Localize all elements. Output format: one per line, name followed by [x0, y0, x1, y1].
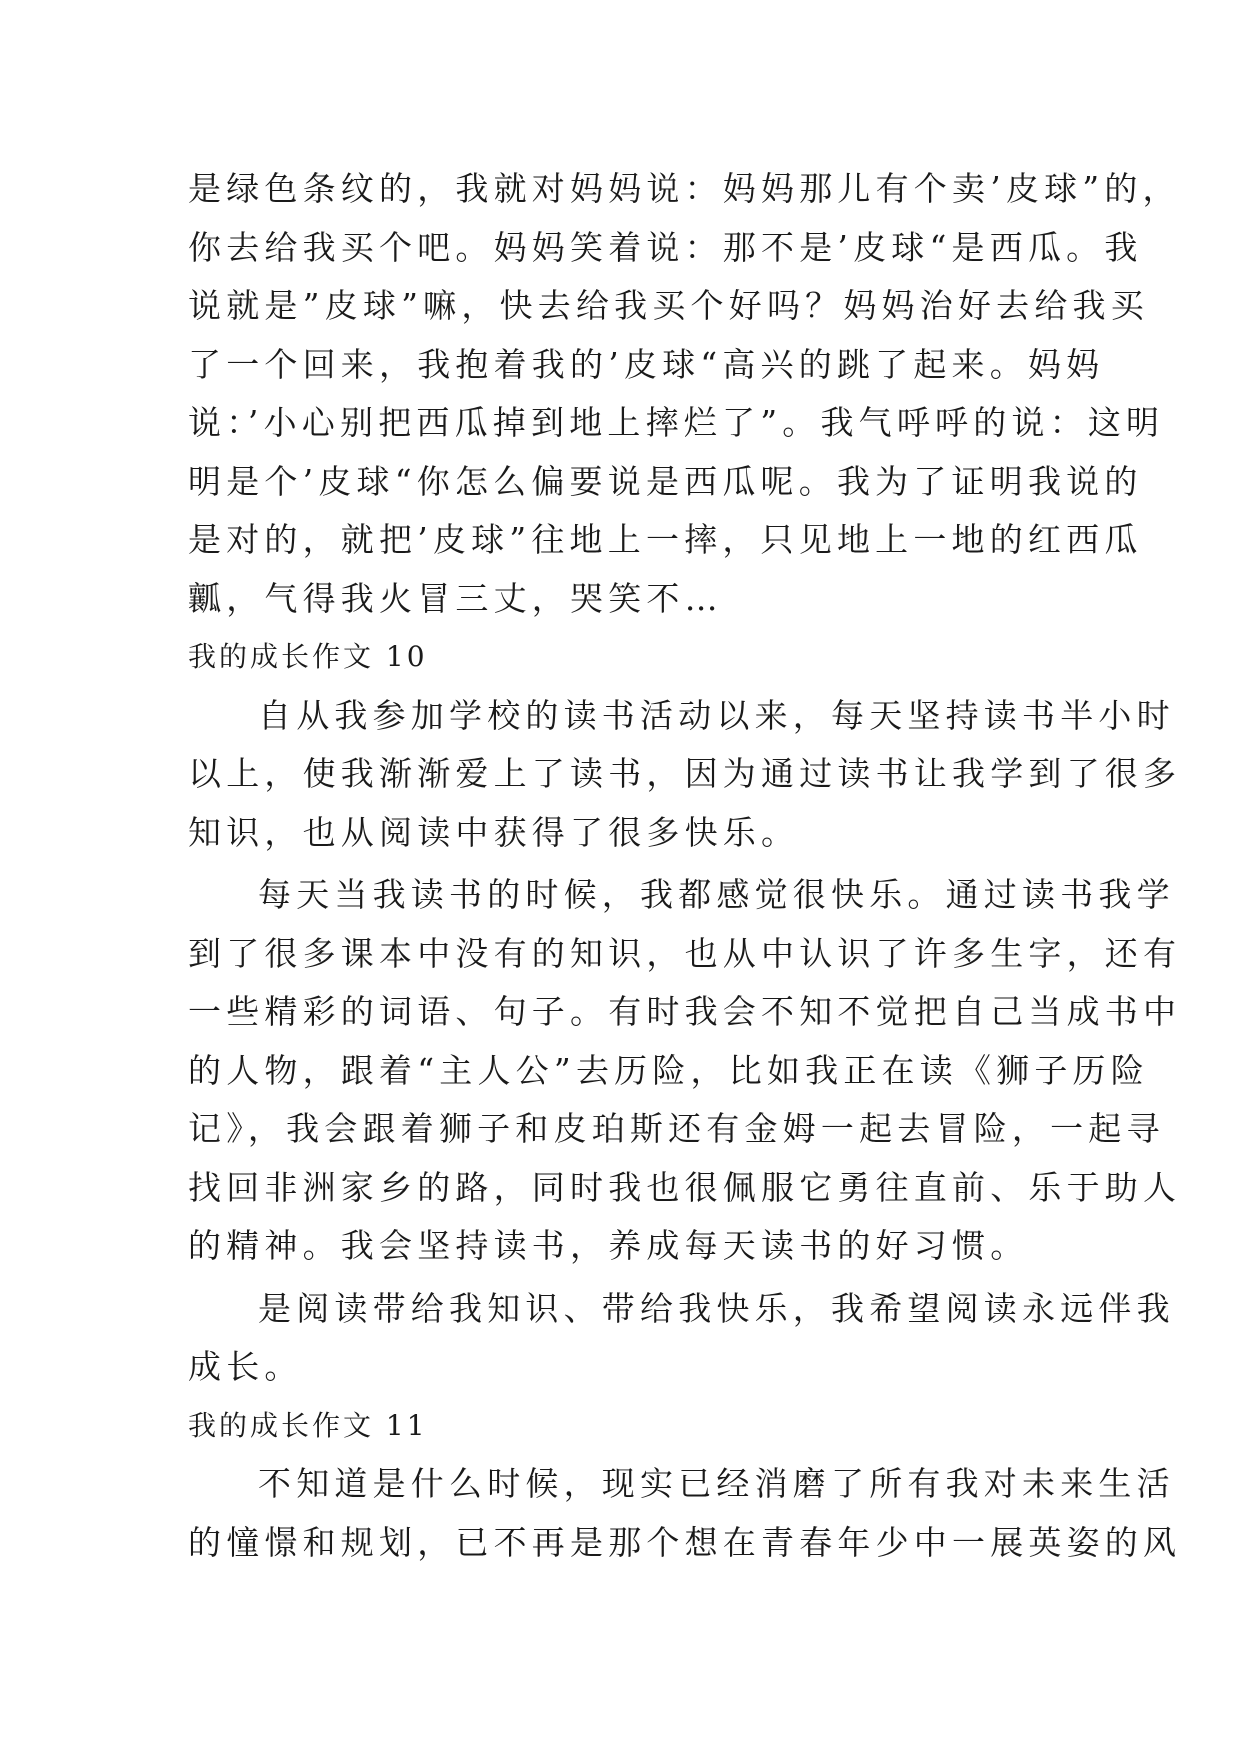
- text-line: 一些精彩的词语、句子。有时我会不知不觉把自己当成书中: [188, 992, 1182, 1031]
- text-line: 是绿色条纹的，我就对妈妈说：妈妈那儿有个卖’皮球”的，: [188, 169, 1181, 208]
- text-line: 是阅读带给我知识、带给我快乐，我希望阅读永远伴我: [258, 1288, 1175, 1328]
- text-line: 的精神。我会坚持读书，养成每天读书的好习惯。: [188, 1226, 1029, 1265]
- text-line: 你去给我买个吧。妈妈笑着说：那不是’皮球“是西瓜。我: [188, 227, 1143, 267]
- document-body: [188, 160, 1182, 1572]
- text-line: 每天当我读书的时候，我都感觉很快乐。通过读书我学: [258, 875, 1175, 914]
- text-line: 到了很多课本中没有的知识，也从中认识了许多生字，还有: [188, 933, 1182, 973]
- text-line: 说：’小心别把西瓜掉到地上摔烂了”。我气呼呼的说：这明: [188, 403, 1165, 442]
- text-line: 找回非洲家乡的路，同时我也很佩服它勇往直前、乐于助人: [188, 1167, 1182, 1207]
- text-line: 了一个回来，我抱着我的’皮球“高兴的跳了起来。妈妈: [188, 344, 1105, 384]
- intro-paragraph: [188, 160, 1181, 628]
- text-line: 知识，也从阅读中获得了很多快乐。: [188, 812, 800, 852]
- text-line: 的憧憬和规划，已不再是那个想在青春年少中一展英姿的风: [188, 1522, 1182, 1562]
- text-line: 明是个’皮球“你怎么偏要说是西瓜呢。我为了证明我说的: [188, 461, 1143, 501]
- text-line: 瓤，气得我火冒三丈，哭笑不…: [188, 578, 723, 618]
- text-line: 自从我参加学校的读书活动以来，每天坚持读书半小时: [258, 695, 1175, 735]
- text-line: 说就是”皮球”嘛，快去给我买个好吗？妈妈治好去给我买: [188, 286, 1149, 325]
- essay-11-paragraph-1: [188, 1455, 1182, 1572]
- text-line: 成长。: [188, 1347, 303, 1386]
- text-line: 的人物，跟着“主人公”去历险，比如我正在读《狮子历险: [188, 1050, 1149, 1090]
- text-line: 是对的，就把’皮球”往地上一摔，只见地上一地的红西瓜: [188, 520, 1143, 559]
- essay-10-title: 我的成长作文 10: [188, 640, 428, 673]
- text-line: 以上，使我渐渐爱上了读书，因为通过读书让我学到了很多: [188, 754, 1182, 793]
- text-line: 记》，我会跟着狮子和皮珀斯还有金姆一起去冒险，一起寻: [188, 1109, 1165, 1148]
- text-line: 不知道是什么时候，现实已经消磨了所有我对未来生活: [258, 1464, 1175, 1503]
- essay-10-paragraph-2: [188, 866, 1182, 1276]
- essay-10-paragraph-3: [188, 1280, 1175, 1397]
- essay-11-title: 我的成长作文 11: [188, 1408, 428, 1442]
- essay-10-paragraph-1: [188, 687, 1182, 863]
